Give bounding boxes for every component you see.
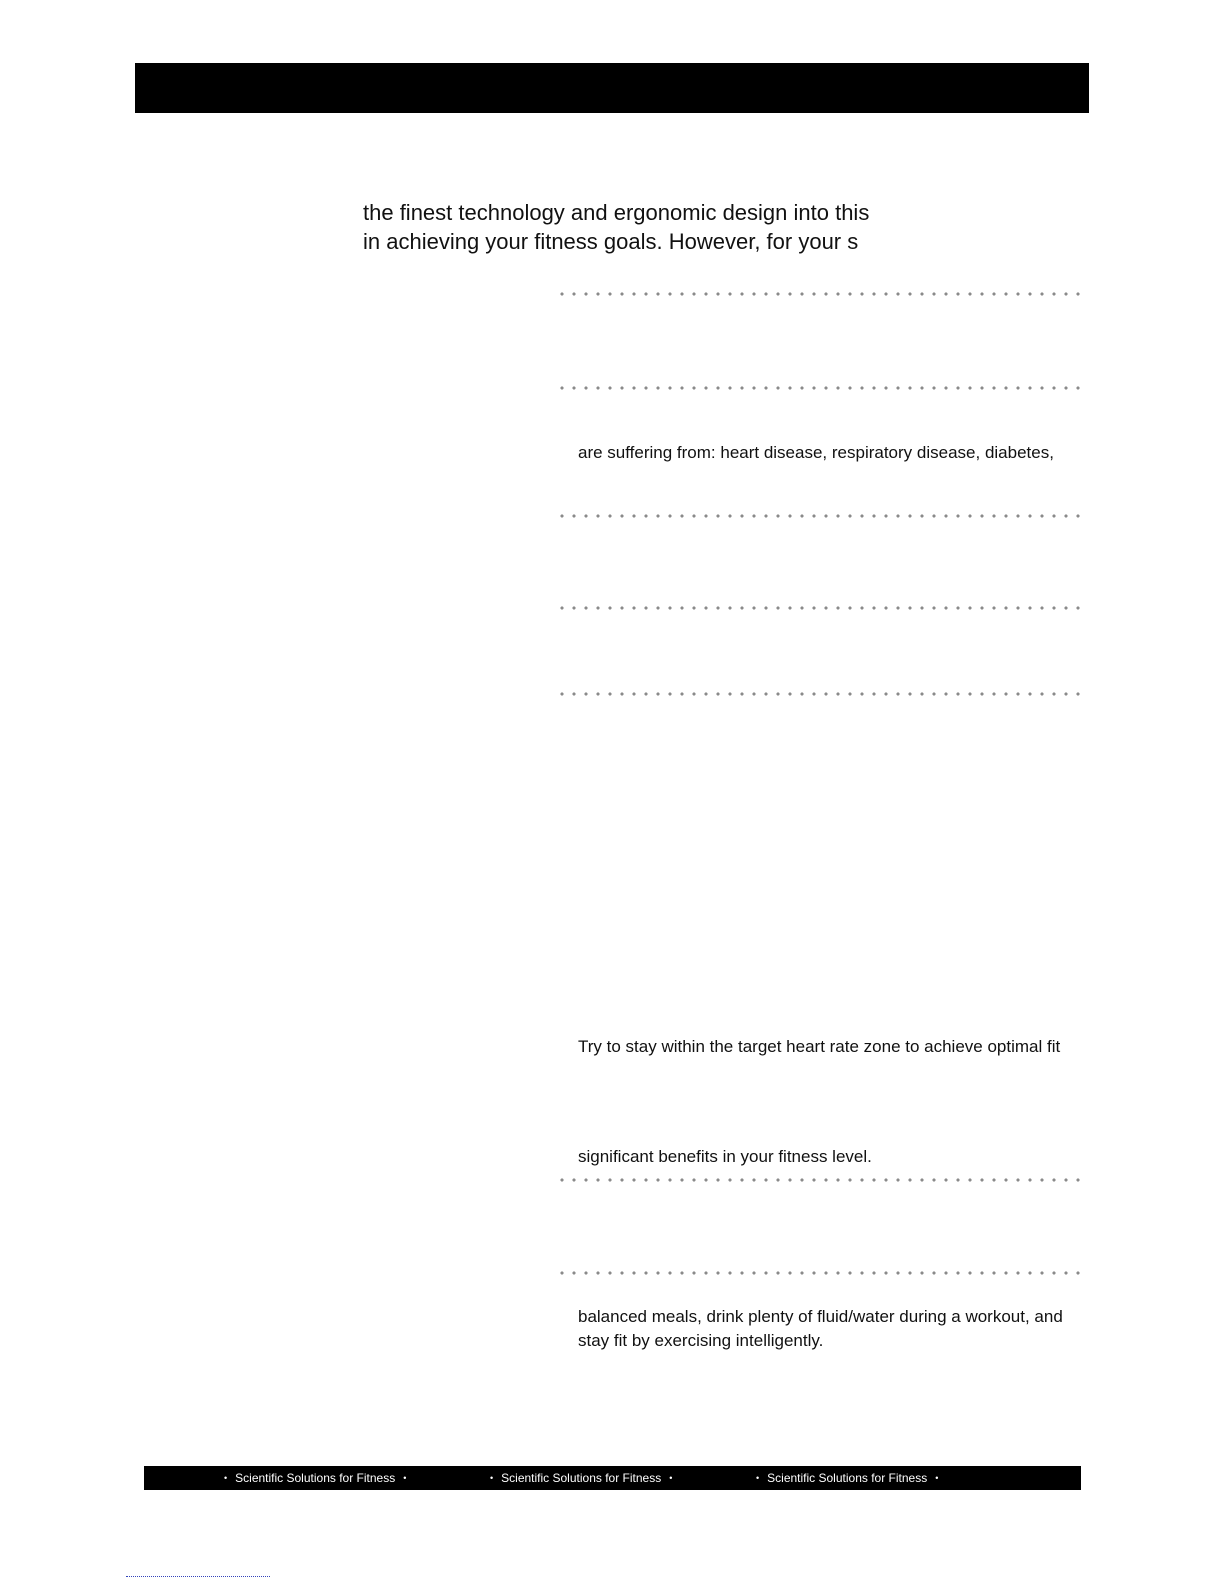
bullet-icon: • bbox=[490, 1473, 494, 1483]
nutrition-line-2: stay fit by exercising intelligently. bbox=[578, 1331, 824, 1350]
health-conditions-line: are suffering from: heart disease, respiratory disease, diabetes, bbox=[578, 443, 1054, 462]
dotted-divider bbox=[556, 1178, 1084, 1182]
slogan-text: Scientific Solutions for Fitness bbox=[235, 1471, 396, 1485]
nutrition-line-1: balanced meals, drink plenty of fluid/water during a workout, and bbox=[578, 1307, 1063, 1326]
slogan-text: Scientific Solutions for Fitness bbox=[767, 1471, 928, 1485]
heart-rate-zone-text bbox=[578, 1035, 1060, 1059]
benefits-text bbox=[578, 1145, 872, 1169]
footer-slogan bbox=[482, 1471, 680, 1485]
bullet-icon: • bbox=[403, 1473, 407, 1483]
dotted-divider bbox=[556, 514, 1084, 518]
intro-line-2: in achieving your fitness goals. However, for your s bbox=[363, 229, 859, 254]
bullet-icon: • bbox=[224, 1473, 228, 1483]
footer-slogan bbox=[748, 1471, 946, 1485]
footer-bar bbox=[144, 1466, 1081, 1490]
dotted-divider bbox=[556, 386, 1084, 390]
bullet-icon: • bbox=[935, 1473, 939, 1483]
dotted-divider bbox=[556, 292, 1084, 296]
health-conditions-text bbox=[578, 441, 1054, 465]
footer-slogan bbox=[216, 1471, 414, 1485]
heart-rate-zone-line: Try to stay within the target heart rate zone to achieve optimal fit bbox=[578, 1037, 1061, 1056]
nutrition-text bbox=[578, 1305, 1063, 1353]
benefits-line: significant benefits in your fitness level. bbox=[578, 1147, 872, 1166]
bullet-icon: • bbox=[669, 1473, 673, 1483]
dotted-divider bbox=[556, 692, 1084, 696]
intro-line-1: the finest technology and ergonomic design into this bbox=[363, 200, 870, 225]
slogan-text: Scientific Solutions for Fitness bbox=[501, 1471, 662, 1485]
dotted-divider bbox=[556, 606, 1084, 610]
intro-text bbox=[363, 198, 869, 256]
header-bar bbox=[135, 63, 1089, 113]
dotted-divider bbox=[556, 1271, 1084, 1275]
bullet-icon: • bbox=[756, 1473, 760, 1483]
bottom-dotted-line bbox=[126, 1576, 270, 1577]
